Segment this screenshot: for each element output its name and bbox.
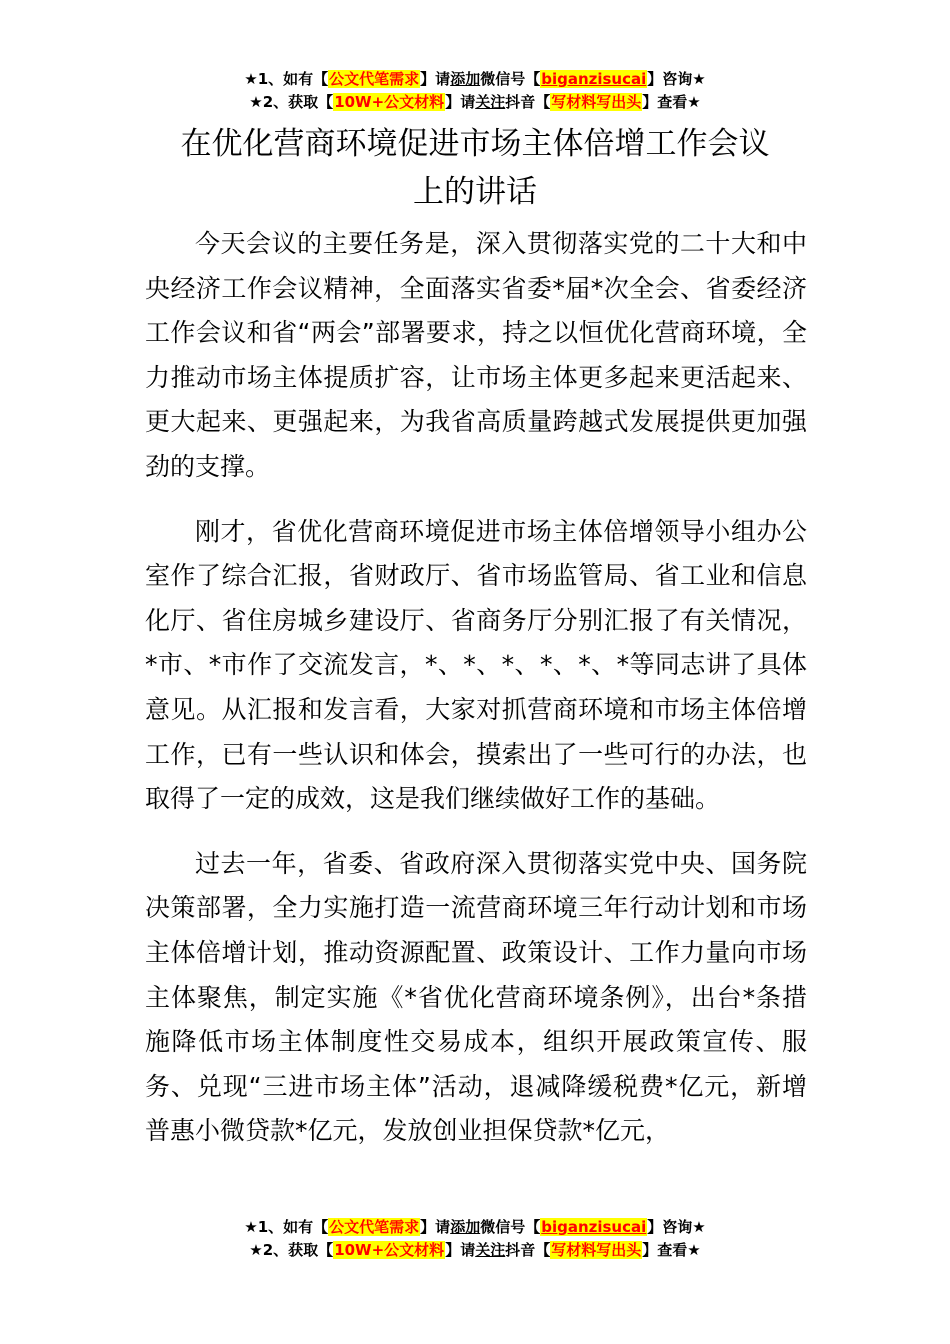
banner-text: ★2、获取【 (249, 1241, 334, 1259)
highlight-service: 公文代笔需求 (329, 70, 420, 88)
banner-text: 】查看★ (642, 93, 701, 111)
banner-text: 】咨询★ (647, 1218, 706, 1236)
banner-text: 】请 (445, 93, 476, 111)
paragraph-3: 过去一年，省委、省政府深入贯彻落实党中央、国务院决策部署，全力实施打造一流营商环境三年行动计划和市场主体倍增计划，推动资源配置、政策设计、工作力量向市场主体聚焦，制定实施《*省优化营商环境条例》，出台*条措施降低市场主体制度性交易成本，组织开展政策宣传、服务、兑现“三进市场主体”活动，退减降缓税费*亿元，新增普惠小微贷款*亿元，发放创业担保贷款*亿元， (145, 848, 807, 1146)
banner-line-1 (0, 1216, 950, 1239)
douyin-account-highlight: 写材料写出头 (551, 1241, 642, 1259)
paragraph-1: 今天会议的主要任务是，深入贯彻落实党的二十大和中央经济工作会议精神，全面落实省委*届*次全会、省委经济工作会议和省“两会”部署要求，持之以恒优化营商环境，全力推动市场主体提质扩容，让市场主体更多起来更活起来、更大起来、更强起来，为我省高质量跨越式发展提供更加强劲的支撑。 (145, 229, 807, 481)
wechat-id-link[interactable]: biganzisucai (541, 1218, 647, 1236)
banner-text: ★1、如有【 (244, 1218, 329, 1236)
banner-text: 微信号【 (480, 70, 541, 88)
banner-underlined-text: 添加 (450, 1218, 481, 1236)
banner-text: 】咨询★ (647, 70, 706, 88)
banner-text: 】请 (420, 70, 451, 88)
document-title (145, 120, 805, 216)
document-body (145, 222, 807, 1174)
highlight-materials: 10W+公文材料 (334, 1241, 445, 1259)
banner-line-2 (0, 91, 950, 114)
banner-line-1 (0, 68, 950, 91)
banner-text: 微信号【 (480, 1218, 541, 1236)
banner-text: 抖音【 (505, 93, 551, 111)
title-line-1: 在优化营商环境促进市场主体倍增工作会议 (180, 126, 770, 162)
banner-text: 抖音【 (505, 1241, 551, 1259)
banner-text: 】请 (420, 1218, 451, 1236)
paragraph-2: 刚才，省优化营商环境促进市场主体倍增领导小组办公室作了综合汇报，省财政厅、省市场监管局、省工业和信息化厅、省住房城乡建设厅、省商务厅分别汇报了有关情况，*市、*市作了交流发言，*、*、*、*、*、*等同志讲了具体意见。从汇报和发言看，大家对抓营商环境和市场主体倍增工作，已有一些认识和体会，摸索出了一些可行的办法，也取得了一定的成效，这是我们继续做好工作的基础。 (145, 516, 807, 814)
banner-underlined-text: 关注 (475, 93, 506, 111)
banner-line-2 (0, 1239, 950, 1262)
banner-text: 】查看★ (642, 1241, 701, 1259)
banner-text: ★1、如有【 (244, 70, 329, 88)
title-line-2: 上的讲话 (413, 174, 537, 210)
banner-text: ★2、获取【 (249, 93, 334, 111)
banner-underlined-text: 添加 (450, 70, 481, 88)
header-banner (0, 68, 950, 114)
footer-banner (0, 1216, 950, 1262)
wechat-id-link[interactable]: biganzisucai (541, 70, 647, 88)
banner-underlined-text: 关注 (475, 1241, 506, 1259)
highlight-service: 公文代笔需求 (329, 1218, 420, 1236)
banner-text: 】请 (445, 1241, 476, 1259)
highlight-materials: 10W+公文材料 (334, 93, 445, 111)
douyin-account-highlight: 写材料写出头 (551, 93, 642, 111)
